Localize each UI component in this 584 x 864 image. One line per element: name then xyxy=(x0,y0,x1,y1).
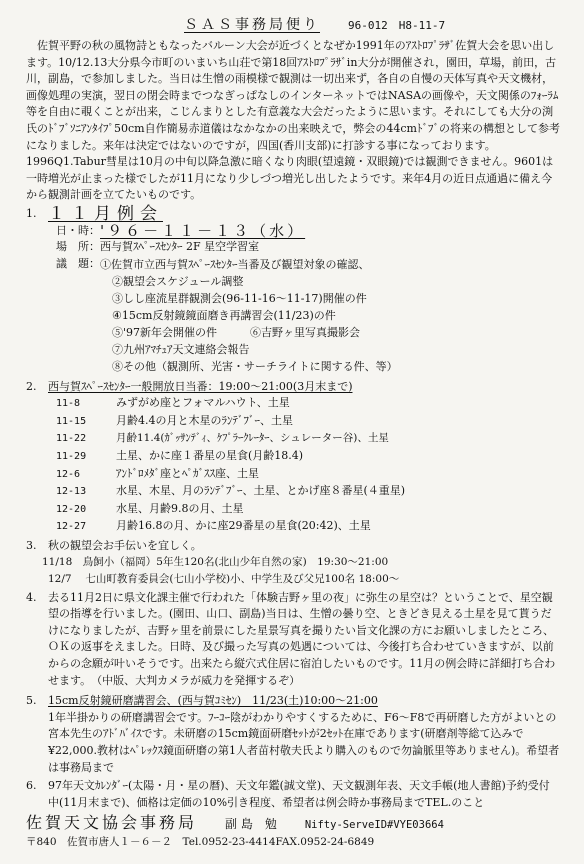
footer xyxy=(26,813,560,835)
nifty-id: Nifty-ServeID#VYE03664 xyxy=(304,819,444,832)
calendar-order-text: 97年天文ｶﾚﾝﾀﾞｰ(太陽・月・星の暦)、天文年鑑(誠文堂)、天文観測年表、天文手帳(地人書館)予約受付中(11月末まで)、価格は定価の10%引き程度、希望者は例会時か事務局までTEL.のこと xyxy=(48,779,550,809)
list-item xyxy=(56,518,560,536)
stargazing-event: 11/18 鳥飼小（福岡）5年生120名(北山少年自然の家) 19:30～21:00 xyxy=(42,556,389,569)
open-day-targets: 月齢4.4の月と木星のﾗﾝﾃﾞﾌﾞｰ、土星 xyxy=(116,413,293,427)
section-3-heading xyxy=(26,538,560,555)
section-4 xyxy=(26,590,560,690)
section-5-heading xyxy=(26,693,560,710)
agenda-item: ⑤'97新年会開催の件 ⑥吉野ヶ里写真撮影会 xyxy=(112,325,361,339)
open-day-targets: 水星、月齢9.8の月、土星 xyxy=(116,501,244,515)
section-number: 6. xyxy=(26,779,37,793)
open-day-targets: 月齢16.8の月、かに座29番星の星食(20:42)、土星 xyxy=(116,519,371,533)
open-day-date: 11-22 xyxy=(56,433,87,445)
meeting-date: '９６－１１－１３（水） xyxy=(100,221,306,240)
header xyxy=(184,14,560,34)
section-number: 3. xyxy=(26,538,37,552)
agenda-list xyxy=(100,256,370,273)
section-number: 4. xyxy=(26,590,37,604)
section-number: 5. xyxy=(26,694,37,708)
open-day-date: 12-20 xyxy=(56,503,87,515)
open-day-date: 11-8 xyxy=(56,398,81,410)
section-2-heading xyxy=(26,379,560,396)
open-day-targets: 水星、木星、月のﾗﾝﾃﾞﾌﾞｰ、土星、とかげ座８番星(４重星) xyxy=(116,484,406,498)
section-1-heading xyxy=(26,203,560,224)
open-day-targets: 月齢11.4(ｶﾞｯｻﾝﾃﾞｨ、ｹﾌﾟﾗｰｸﾚｰﾀｰ、シュレーター谷)、土星 xyxy=(116,432,389,445)
list-item xyxy=(56,395,560,413)
section-number: 2. xyxy=(26,379,37,393)
agenda-label: 議 題： xyxy=(56,256,100,270)
meeting-date-row xyxy=(56,223,560,240)
list-item xyxy=(56,448,560,466)
issue-number: 96-012 H8-11-7 xyxy=(348,19,446,32)
intro-paragraph: 佐賀平野の秋の風物詩ともなったバルーン大会が近づくとなぜか1991年のｱｽﾄﾛﾌﾟﾗｻﾞ佐賀大会を思い出します。10/12.13大分県今市町のいまいち山荘で第18回ｱｽﾄﾛﾌﾟﾗｻﾞin大分が開催され，園田，草場，前田，古川，副島，で参加しました。当日は生憎の雨模様で観測は一切出来ず，各自の自慢の天体写真や天文機材，画像処理の実演，翌日の閉会時までつなぎっぱなしのインターネットではNASAの画像や，天文関係のﾌｫｰﾗﾑ等を自由に覗くことが出来，こじんまりとした有意義な大会だったように思います。それにしても大分の渕氏のﾄﾞﾌﾞｿﾆｱﾝﾀｲﾌﾟ50cm自作簡易赤道儀はなかなかの出来映えで，弊会の44cmﾄﾞﾌﾞの将来の構想として参考になりました。来年は決定ではないのですが，四国(香川支部)に打診する事になっております。1996Q1.Tabur彗星は10月の中旬以降急激に暗くなり肉眼(望遠鏡・双眼鏡)では観測できません。9601は一時増光が止まった様でしたが11月になり少しづつ増光し出したようです。来年4月の近日点通過に備え今から観測計画を立てたいものです。 xyxy=(26,39,560,202)
meeting-place: 西与賀ｽﾍﾟｰｽｾﾝﾀｰ 2F 星空学習室 xyxy=(100,240,260,254)
list-item xyxy=(56,483,560,501)
yoshinogari-report: 去る11月2日に県文化課主催で行われた「体験吉野ヶ里の夜」に弥生の星空は？ということで、星空観望の指導を行いました。(園田、山口、副島)当日は、生憎の曇り空、ときどき見える土星を見て貰うだけになりましたが、吉野ヶ里を前景にした星景写真を撮りたい旨文化課の方にお願いしましたところ、ＯＫの返事をえました。日時、及び撮った写真の処遇については、今後打ち合わせていきますが、以前からの念願が叶いそうです。出来たら縦穴式住居に宿泊したいものです。11月の例会時に詳細打ち合わせます。 （中版、大判カメラが威力を発揮するぞ） xyxy=(48,590,556,687)
meeting-place-row xyxy=(56,239,560,256)
agenda-item: ④15cm反射鏡鏡面磨き再講習会(11/23)の件 xyxy=(112,308,336,322)
open-day-date: 11-15 xyxy=(56,415,87,427)
list-item xyxy=(56,430,560,448)
date-label: 日・時： xyxy=(56,223,100,237)
list-item xyxy=(56,466,560,484)
stargazing-event: 12/7 七山町教育委員会(七山小学校)小、中学生及び父兄100名 18:00～ xyxy=(48,573,400,586)
open-day-list xyxy=(26,395,560,536)
agenda-item: ③しし座流星群観測会(96-11-16～11-17)開催の件 xyxy=(112,291,367,305)
list-item xyxy=(56,501,560,519)
agenda-item: ⑦九州ｱﾏﾁｭｱ天文連絡会報告 xyxy=(112,342,250,356)
agenda-item: ⑧その他（観測所、光害・サーチライトに関する件、等） xyxy=(112,359,398,373)
open-day-date: 12-6 xyxy=(56,468,81,480)
organization-name: 佐賀天文協会事務局 xyxy=(26,813,198,833)
open-day-date: 12-27 xyxy=(56,521,87,533)
agenda-row xyxy=(56,256,560,273)
open-day-date: 12-13 xyxy=(56,486,87,498)
open-day-targets: 土星、かに座１番星の星食(月齢18.4) xyxy=(116,448,304,462)
open-day-targets: ｱﾝﾄﾞﾛﾒﾀﾞ座とﾍﾟｶﾞｽｽ座、土星 xyxy=(116,466,259,480)
address: 〒840 佐賀市唐人１－６－２ Tel.0952-23-4414FAX.0952-24-6849 xyxy=(26,836,375,849)
open-day-date: 11-29 xyxy=(56,450,87,462)
agenda-item: ②観望会スケジュール調整 xyxy=(112,274,244,288)
place-label: 場 所： xyxy=(56,240,100,254)
mirror-workshop-title: 15cm反射鏡研磨講習会、(西与賀ｺﾐｾﾝ) 11/23(土)10:00～21:00 xyxy=(48,694,378,708)
newsletter-title: ＳＡＳ事務局便り xyxy=(184,17,320,33)
section-number: 1. xyxy=(26,206,37,220)
agenda-item: ①佐賀市立西与賀ｽﾍﾟｰｽｾﾝﾀｰ当番及び観望対象の確認、 xyxy=(100,257,370,271)
list-item xyxy=(56,413,560,431)
stargazing-help-title: 秋の観望会お手伝いを宜しく。 xyxy=(48,538,202,552)
contact-person: 副 島 勉 xyxy=(225,817,277,832)
open-day-title: 西与賀ｽﾍﾟｰｽｾﾝﾀｰ一般開放日当番：19:00～21:00(3月末まで) xyxy=(48,379,353,393)
section-6 xyxy=(26,778,560,811)
meeting-title: １１月例会 xyxy=(48,203,163,224)
open-day-targets: みずがめ座とフォマルハウト、土星 xyxy=(116,396,290,410)
mirror-workshop-text: 1年半掛かりの研磨講習会です。ﾌｰｺｰ陰がわかりやすくするために、F6～F8で再研磨した方がよいとの宮本先生のｱﾄﾞﾊﾞｲｽです。未研磨の15cm鏡面研磨ｾｯﾄが2ｾｯﾄ在庫であります(研磨剤等総て込みで¥22,000.教材はﾍﾟﾚｯｸｽ鏡面研磨の第1人者苗村敬夫氏より購入のもので勿論脈里等ありません)。希望者は事務局まで xyxy=(48,710,560,774)
